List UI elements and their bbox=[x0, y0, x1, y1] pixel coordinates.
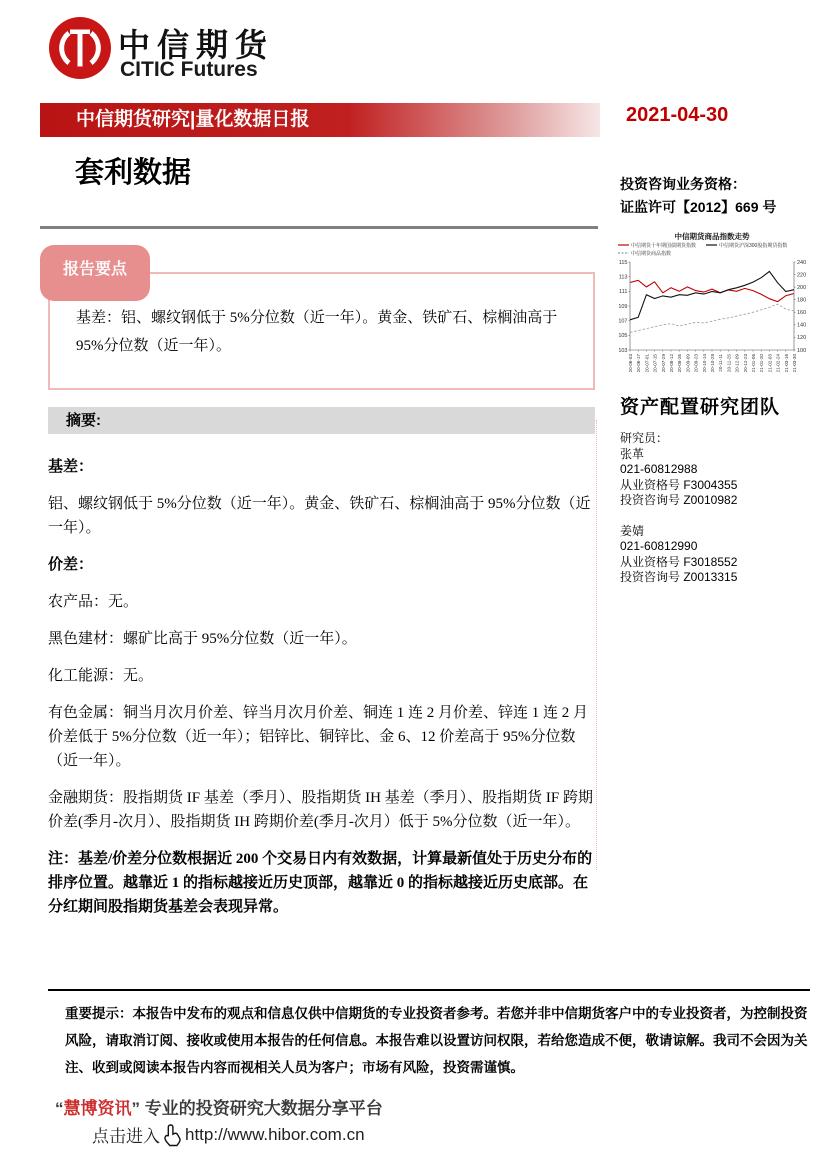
qualification-line-1: 投资咨询业务资格： bbox=[620, 176, 746, 192]
svg-text:20-08-12: 20-08-12 bbox=[669, 354, 674, 373]
svg-text:115: 115 bbox=[618, 259, 628, 266]
svg-text:20-08-26: 20-08-26 bbox=[677, 354, 683, 373]
summary-paragraph: 有色金属：铜当月次月价差、锌当月次月价差、铜连 1 连 2 月价差、锌连 1 连 2 月价差低于 5%分位数（近一年）；铝锌比、铜锌比、金 6、12 价差高于 95%分位数（近一年）。 bbox=[48, 705, 589, 769]
qualification-text bbox=[620, 173, 776, 219]
svg-text:21-03-30: 21-03-30 bbox=[792, 354, 797, 373]
svg-text:240: 240 bbox=[797, 259, 807, 266]
summary-paragraph: 金融期货：股指期货 IF 基差（季月）、股指期货 IH 基差（季月）、股指期货 IF 跨期价差(季月-次月）、股指期货 IH 跨期价差(季月-次月）低于 5%分位数（近一年）。 bbox=[48, 790, 594, 830]
team-member-line: 从业资格号 F3018552 bbox=[620, 554, 738, 569]
svg-text:中信期货沪深300股指期货指数: 中信期货沪深300股指期货指数 bbox=[719, 243, 788, 249]
svg-text:20-09-23: 20-09-23 bbox=[693, 354, 699, 373]
svg-text:113: 113 bbox=[618, 274, 628, 281]
summary-header-bar: 摘要: bbox=[48, 407, 595, 434]
pointer-hand-icon bbox=[163, 1123, 182, 1147]
svg-text:20-07-29: 20-07-29 bbox=[660, 354, 666, 373]
team-role-label: 研究员： bbox=[620, 431, 669, 445]
title-divider bbox=[40, 226, 598, 229]
team-member-line: 投资咨询号 Z0013315 bbox=[620, 570, 738, 584]
svg-text:103: 103 bbox=[618, 347, 628, 354]
team-member-line: 投资咨询号 Z0010982 bbox=[620, 493, 738, 507]
svg-text:21-02-24: 21-02-24 bbox=[775, 354, 781, 373]
summary-paragraph: 基差： bbox=[48, 459, 94, 475]
summary-paragraphs bbox=[48, 455, 597, 932]
team-member bbox=[620, 524, 820, 586]
svg-text:20-09-09: 20-09-09 bbox=[685, 354, 691, 373]
svg-text:160: 160 bbox=[797, 310, 807, 317]
logo-company-name-en: CITIC Futures bbox=[120, 58, 258, 81]
svg-text:21-03-16: 21-03-16 bbox=[783, 354, 789, 373]
summary-paragraph: 黑色建材：螺矿比高于 95%分位数（近一年）。 bbox=[48, 631, 357, 647]
report-highlights-tab: 报告要点 bbox=[40, 245, 150, 301]
team-heading: 资产配置研究团队 bbox=[620, 397, 781, 418]
research-team-panel bbox=[620, 392, 820, 586]
svg-text:21-01-20: 21-01-20 bbox=[759, 354, 765, 373]
svg-text:100: 100 bbox=[797, 347, 807, 354]
svg-text:105: 105 bbox=[618, 333, 628, 340]
footer-quote-open: “ bbox=[55, 1099, 64, 1118]
svg-text:中信期货商品指数: 中信期货商品指数 bbox=[631, 251, 672, 257]
disclaimer-divider bbox=[48, 989, 810, 991]
summary-paragraph: 化工能源：无。 bbox=[48, 668, 154, 684]
team-member-line: 张革 bbox=[620, 446, 645, 461]
svg-text:20-12-09: 20-12-09 bbox=[734, 354, 740, 373]
summary-paragraph: 农产品：无。 bbox=[48, 594, 139, 610]
trend-chart-svg bbox=[614, 230, 820, 388]
svg-text:20-10-14: 20-10-14 bbox=[701, 354, 707, 373]
svg-text:中信期货商品指数走势: 中信期货商品指数走势 bbox=[674, 232, 750, 241]
svg-text:111: 111 bbox=[619, 289, 628, 296]
report-date: 2021-04-30 bbox=[626, 104, 729, 126]
summary-paragraph: 注：基差/价差分位数根据近 200 个交易日内有效数据，计算最新值处于历史分布的排序位置。越靠近 1 的指标越接近历史顶部，越靠近 0 的指标越接近历史底部。在分红期间股指期货基差会表现异常。 bbox=[48, 851, 593, 915]
logo-company-name: 中信期货 bbox=[118, 27, 275, 63]
svg-text:21-01-06: 21-01-06 bbox=[751, 354, 756, 373]
team-member-line: 姜婧 bbox=[620, 523, 645, 538]
svg-text:20-10-28: 20-10-28 bbox=[710, 354, 715, 373]
footer-quote-close: ” bbox=[131, 1099, 140, 1118]
qualification-line-2: 证监许可【2012】669 号 bbox=[620, 199, 777, 215]
column-separator bbox=[596, 420, 597, 870]
footer-brand: 慧博资讯 bbox=[63, 1099, 132, 1118]
svg-text:中信期货十年期国债期货指数: 中信期货十年期国债期货指数 bbox=[631, 243, 697, 249]
report-series-banner: 中信期货研究|量化数据日报 bbox=[40, 103, 600, 137]
footer-link-row bbox=[92, 1122, 365, 1147]
citic-logo-icon bbox=[48, 16, 112, 80]
svg-text:140: 140 bbox=[797, 322, 807, 329]
team-member-line: 021-60812990 bbox=[620, 539, 698, 553]
team-members bbox=[620, 447, 820, 586]
team-member bbox=[620, 447, 820, 509]
svg-text:180: 180 bbox=[797, 297, 807, 304]
footer-tagline bbox=[55, 1094, 383, 1119]
index-trend-chart bbox=[614, 230, 820, 388]
svg-text:20-11-25: 20-11-25 bbox=[726, 354, 732, 373]
svg-text:20-11-11: 20-11-11 bbox=[718, 354, 724, 372]
footer-tagline-text: 专业的投资研究大数据分享平台 bbox=[140, 1099, 383, 1118]
svg-text:21-02-03: 21-02-03 bbox=[767, 354, 773, 373]
svg-text:120: 120 bbox=[797, 335, 807, 342]
page-title: 套利数据 bbox=[75, 157, 192, 189]
svg-text:220: 220 bbox=[797, 272, 807, 279]
svg-text:200: 200 bbox=[797, 284, 807, 291]
footer-cta[interactable]: 点击进入 bbox=[92, 1127, 160, 1146]
svg-text:20-06-03: 20-06-03 bbox=[628, 354, 633, 373]
disclaimer-text: 重要提示：本报告中发布的观点和信息仅供中信期货的专业投资者参考。若您并非中信期货客户中的专业投资者，为控制投资风险，请取消订阅、接收或使用本报告的任何信息。本报告难以设置访问权限，若给您造成不便，敬请谅解。我司不会因为关注、收到或阅读本报告内容而视相关人员为客户；市场有风险，投资需谨慎。 bbox=[65, 1006, 808, 1075]
footer-url[interactable]: http://www.hibor.com.cn bbox=[185, 1124, 365, 1144]
team-member-line: 从业资格号 F3004355 bbox=[620, 477, 738, 492]
svg-text:109: 109 bbox=[618, 303, 628, 310]
svg-text:107: 107 bbox=[618, 318, 628, 325]
summary-paragraph: 铝、螺纹钢低于 5%分位数（近一年）。黄金、铁矿石、棕榈油高于 95%分位数（近一年）。 bbox=[48, 496, 591, 536]
svg-text:20-12-23: 20-12-23 bbox=[742, 354, 748, 373]
svg-text:20-07-01: 20-07-01 bbox=[644, 354, 650, 373]
summary-paragraph: 价差： bbox=[48, 557, 94, 573]
svg-text:20-06-17: 20-06-17 bbox=[636, 354, 642, 373]
svg-text:20-07-15: 20-07-15 bbox=[652, 354, 658, 373]
team-member-line: 021-60812988 bbox=[620, 462, 698, 476]
report-highlights-text: 基差：铝、螺纹钢低于 5%分位数（近一年）。黄金、铁矿石、棕榈油高于 95%分位数（近一年）。 bbox=[76, 310, 558, 354]
